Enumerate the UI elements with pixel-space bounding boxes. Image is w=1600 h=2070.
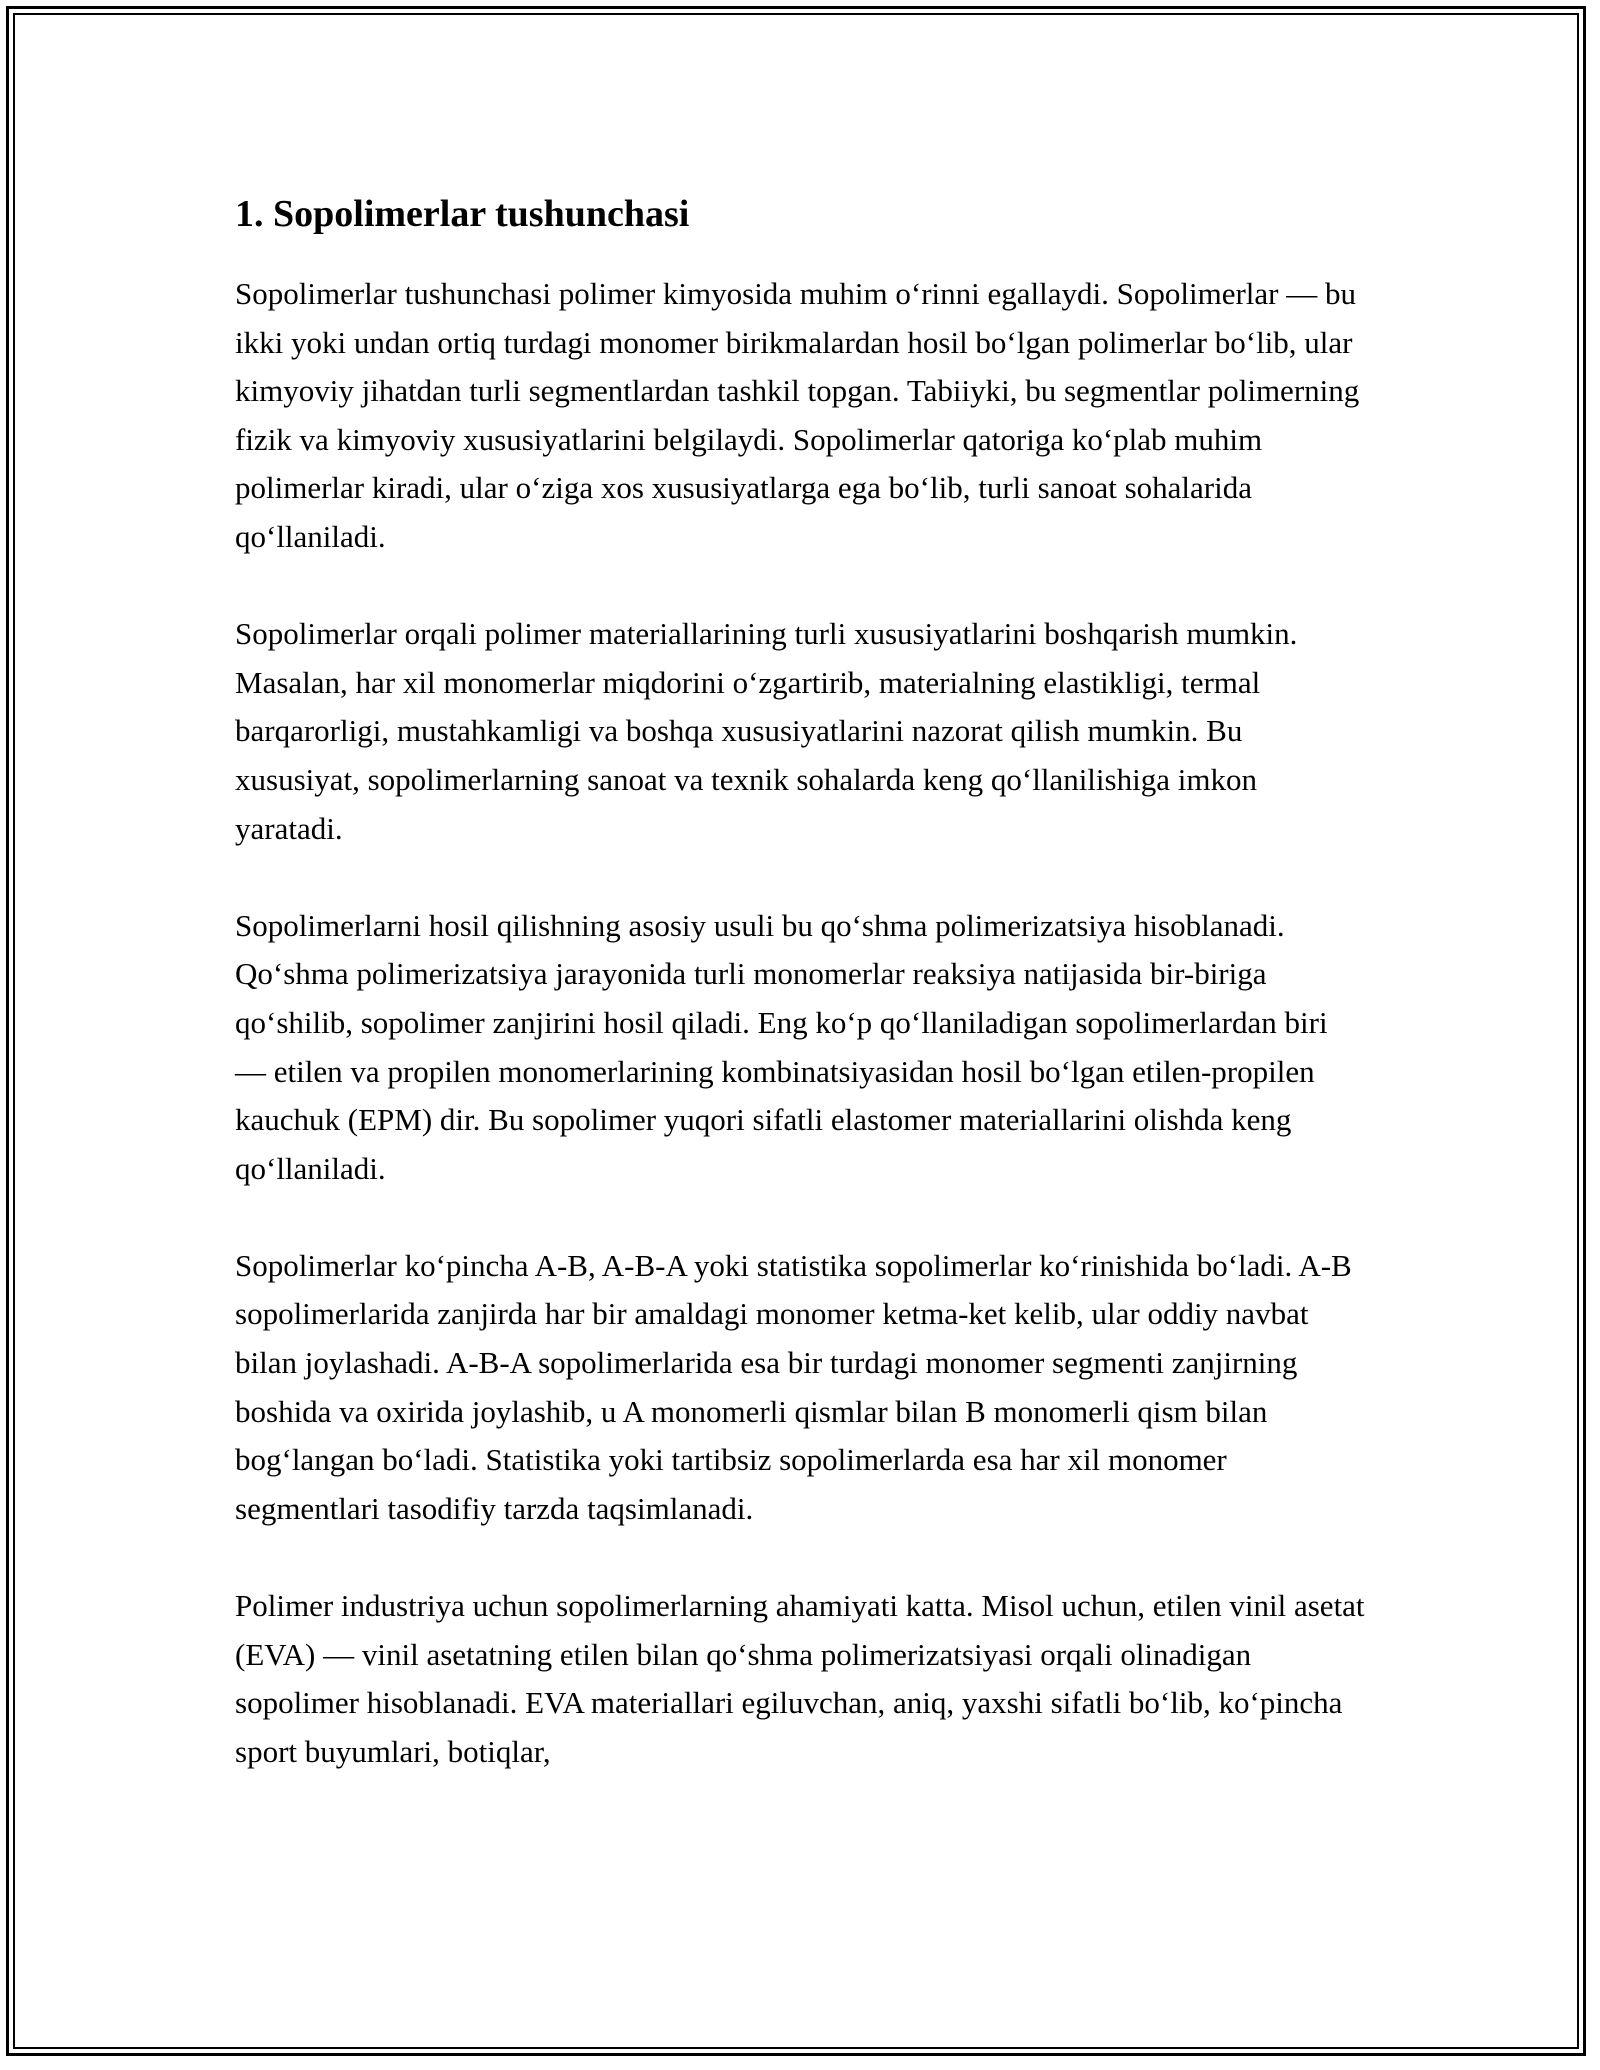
paragraph-5: Polimer industriya uchun sopolimerlarning ahamiyati katta. Misol uchun, etilen vinil asetat (EVA) — vinil asetatning etilen bilan qo‘shma polimerizatsiyasi orqali olinadigan sopolimer hisoblanadi. EVA materiallari egiluvchan, aniq, yaxshi sifatli bo‘lib, ko‘pincha sport buyumlari, botiqlar, [235, 1588, 1365, 1769]
paragraph-2: Sopolimerlar orqali polimer materiallarining turli xususiyatlarini boshqarish mumkin. Masalan, har xil monomerlar miqdorini o‘zgartirib, materialning elastikligi, termal barqarorligi, mustahkamligi va boshqa xususiyatlarini nazorat qilish mumkin. Bu xususiyat, sopolimerlarning sanoat va texnik sohalarda keng qo‘llanilishiga imkon yaratadi. [235, 616, 1298, 846]
paragraph-3: Sopolimerlarni hosil qilishning asosiy usuli bu qo‘shma polimerizatsiya hisoblanadi. Qo‘shma polimerizatsiya jarayonida turli monomerlar reaksiya natijasida bir-biriga qo‘shilib, sopolimer zanjirini hosil qiladi. Eng ko‘p qo‘llaniladigan sopolimerlardan biri — etilen va propilen monomerlarining kombinatsiyasidan hosil bo‘lgan etilen-propilen kauchuk (EPM) dir. Bu sopolimer yuqori sifatli elastomer materiallarini olishda keng qo‘llaniladi. [235, 907, 1328, 1186]
document-body [235, 186, 1365, 1825]
paragraph-1: Sopolimerlar tushunchasi polimer kimyosida muhim o‘rinni egallaydi. Sopolimerlar — bu ikki yoki undan ortiq turdagi monomer birikmalardan hosil bo‘lgan polimerlar bo‘lib, ular kimyoviy jihatdan turli segmentlardan tashkil topgan. Tabiiyki, bu segmentlar polimerning fizik va kimyoviy xususiyatlarini belgilaydi. Sopolimerlar qatoriga ko‘plab muhim polimerlar kiradi, ular o‘ziga xos xususiyatlarga ega bo‘lib, turli sanoat sohalarida qo‘llaniladi. [235, 276, 1360, 554]
section-heading: 1. Sopolimerlar tushunchasi [235, 193, 690, 235]
paragraph-4: Sopolimerlar ko‘pincha A-B, A-B-A yoki statistika sopolimerlar ko‘rinishida bo‘ladi. A-B sopolimerlarida zanjirda har bir amaldagi monomer ketma-ket kelib, ular oddiy navbat bilan joylashadi. A-B-A sopolimerlarida esa bir turdagi monomer segmenti zanjirning boshida va oxirida joylashib, u A monomerli qismlar bilan B monomerli qism bilan bog‘langan bo‘ladi. Statistika yoki tartibsiz sopolimerlarda esa har xil monomer segmentlari tasodifiy tarzda taqsimlanadi. [235, 1247, 1352, 1526]
